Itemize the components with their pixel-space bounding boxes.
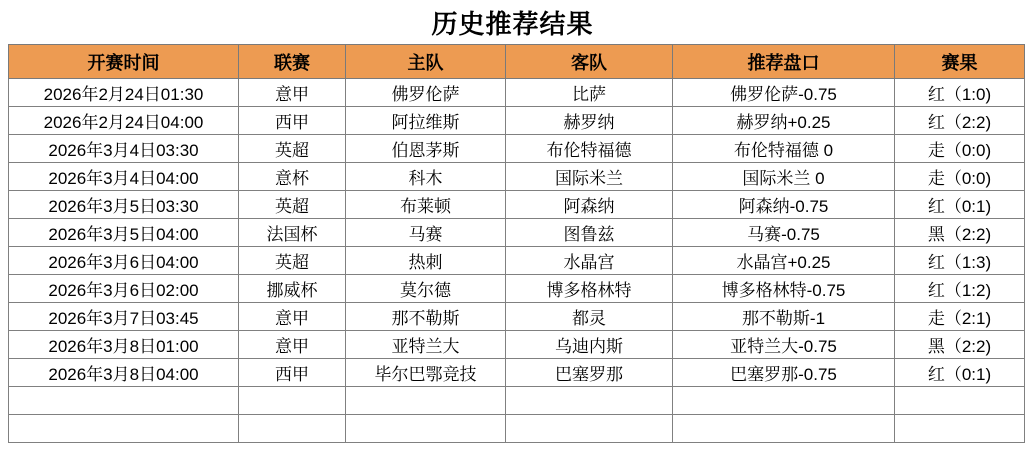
cell-home-team: 马赛 bbox=[346, 219, 506, 247]
empty-cell bbox=[506, 415, 673, 443]
column-header-league: 联赛 bbox=[239, 45, 346, 79]
cell-time: 2026年2月24日01:30 bbox=[9, 79, 239, 107]
empty-cell bbox=[506, 387, 673, 415]
cell-away-team: 比萨 bbox=[506, 79, 673, 107]
table-row[interactable] bbox=[9, 163, 1025, 191]
header-row bbox=[9, 45, 1025, 79]
cell-result: 红（1:2) bbox=[895, 275, 1025, 303]
cell-home-team: 佛罗伦萨 bbox=[346, 79, 506, 107]
cell-handicap: 马赛-0.75 bbox=[673, 219, 895, 247]
empty-cell bbox=[673, 387, 895, 415]
cell-result: 红（1:0) bbox=[895, 79, 1025, 107]
column-header-handicap: 推荐盘口 bbox=[673, 45, 895, 79]
cell-time: 2026年3月7日03:45 bbox=[9, 303, 239, 331]
empty-row[interactable] bbox=[9, 387, 1025, 415]
cell-time: 2026年2月24日04:00 bbox=[9, 107, 239, 135]
table-row[interactable] bbox=[9, 303, 1025, 331]
cell-home-team: 阿拉维斯 bbox=[346, 107, 506, 135]
table-row[interactable] bbox=[9, 359, 1025, 387]
table-row[interactable] bbox=[9, 107, 1025, 135]
cell-away-team: 都灵 bbox=[506, 303, 673, 331]
table-row[interactable] bbox=[9, 79, 1025, 107]
cell-away-team: 国际米兰 bbox=[506, 163, 673, 191]
empty-cell bbox=[9, 387, 239, 415]
cell-time: 2026年3月4日04:00 bbox=[9, 163, 239, 191]
cell-handicap: 那不勒斯-1 bbox=[673, 303, 895, 331]
empty-cell bbox=[895, 415, 1025, 443]
column-header-result: 赛果 bbox=[895, 45, 1025, 79]
cell-time: 2026年3月8日04:00 bbox=[9, 359, 239, 387]
cell-handicap: 佛罗伦萨-0.75 bbox=[673, 79, 895, 107]
cell-league: 意甲 bbox=[239, 303, 346, 331]
page-title: 历史推荐结果 bbox=[431, 8, 594, 39]
cell-result: 红（1:3) bbox=[895, 247, 1025, 275]
cell-result: 走（2:1) bbox=[895, 303, 1025, 331]
empty-cell bbox=[239, 415, 346, 443]
recommendation-history-table bbox=[8, 44, 1025, 443]
cell-league: 西甲 bbox=[239, 359, 346, 387]
empty-row[interactable] bbox=[9, 415, 1025, 443]
column-header-away-team: 客队 bbox=[506, 45, 673, 79]
cell-home-team: 毕尔巴鄂竞技 bbox=[346, 359, 506, 387]
cell-result: 走（0:0) bbox=[895, 135, 1025, 163]
cell-handicap: 亚特兰大-0.75 bbox=[673, 331, 895, 359]
empty-cell bbox=[239, 387, 346, 415]
table-row[interactable] bbox=[9, 219, 1025, 247]
cell-time: 2026年3月6日04:00 bbox=[9, 247, 239, 275]
cell-league: 英超 bbox=[239, 135, 346, 163]
cell-home-team: 布莱顿 bbox=[346, 191, 506, 219]
cell-result: 红（0:1) bbox=[895, 359, 1025, 387]
cell-result: 黑（2:2) bbox=[895, 331, 1025, 359]
empty-cell bbox=[9, 415, 239, 443]
column-header-home-team: 主队 bbox=[346, 45, 506, 79]
table-header bbox=[9, 45, 1025, 79]
cell-away-team: 巴塞罗那 bbox=[506, 359, 673, 387]
table-row[interactable] bbox=[9, 275, 1025, 303]
cell-away-team: 乌迪内斯 bbox=[506, 331, 673, 359]
column-header-time: 开赛时间 bbox=[9, 45, 239, 79]
cell-handicap: 布伦特福德 0 bbox=[673, 135, 895, 163]
cell-result: 红（2:2) bbox=[895, 107, 1025, 135]
cell-league: 英超 bbox=[239, 247, 346, 275]
cell-home-team: 伯恩茅斯 bbox=[346, 135, 506, 163]
cell-handicap: 赫罗纳+0.25 bbox=[673, 107, 895, 135]
cell-time: 2026年3月5日03:30 bbox=[9, 191, 239, 219]
cell-time: 2026年3月4日03:30 bbox=[9, 135, 239, 163]
cell-home-team: 热刺 bbox=[346, 247, 506, 275]
cell-home-team: 亚特兰大 bbox=[346, 331, 506, 359]
cell-result: 红（0:1) bbox=[895, 191, 1025, 219]
cell-time: 2026年3月5日04:00 bbox=[9, 219, 239, 247]
cell-time: 2026年3月8日01:00 bbox=[9, 331, 239, 359]
cell-away-team: 赫罗纳 bbox=[506, 107, 673, 135]
cell-away-team: 图鲁兹 bbox=[506, 219, 673, 247]
cell-league: 意杯 bbox=[239, 163, 346, 191]
cell-handicap: 水晶宫+0.25 bbox=[673, 247, 895, 275]
cell-league: 法国杯 bbox=[239, 219, 346, 247]
cell-league: 西甲 bbox=[239, 107, 346, 135]
cell-handicap: 阿森纳-0.75 bbox=[673, 191, 895, 219]
cell-league: 挪威杯 bbox=[239, 275, 346, 303]
cell-home-team: 那不勒斯 bbox=[346, 303, 506, 331]
title-bar bbox=[0, 0, 1025, 44]
cell-league: 意甲 bbox=[239, 79, 346, 107]
cell-league: 意甲 bbox=[239, 331, 346, 359]
cell-handicap: 博多格林特-0.75 bbox=[673, 275, 895, 303]
cell-result: 黑（2:2) bbox=[895, 219, 1025, 247]
empty-cell bbox=[346, 415, 506, 443]
cell-home-team: 莫尔德 bbox=[346, 275, 506, 303]
cell-away-team: 水晶宫 bbox=[506, 247, 673, 275]
cell-time: 2026年3月6日02:00 bbox=[9, 275, 239, 303]
cell-away-team: 博多格林特 bbox=[506, 275, 673, 303]
cell-result: 走（0:0) bbox=[895, 163, 1025, 191]
table-row[interactable] bbox=[9, 135, 1025, 163]
table-row[interactable] bbox=[9, 247, 1025, 275]
cell-home-team: 科木 bbox=[346, 163, 506, 191]
cell-away-team: 布伦特福德 bbox=[506, 135, 673, 163]
table-row[interactable] bbox=[9, 331, 1025, 359]
cell-away-team: 阿森纳 bbox=[506, 191, 673, 219]
table-row[interactable] bbox=[9, 191, 1025, 219]
empty-cell bbox=[895, 387, 1025, 415]
cell-handicap: 国际米兰 0 bbox=[673, 163, 895, 191]
cell-handicap: 巴塞罗那-0.75 bbox=[673, 359, 895, 387]
empty-cell bbox=[346, 387, 506, 415]
empty-cell bbox=[673, 415, 895, 443]
table-body bbox=[9, 79, 1025, 443]
cell-league: 英超 bbox=[239, 191, 346, 219]
